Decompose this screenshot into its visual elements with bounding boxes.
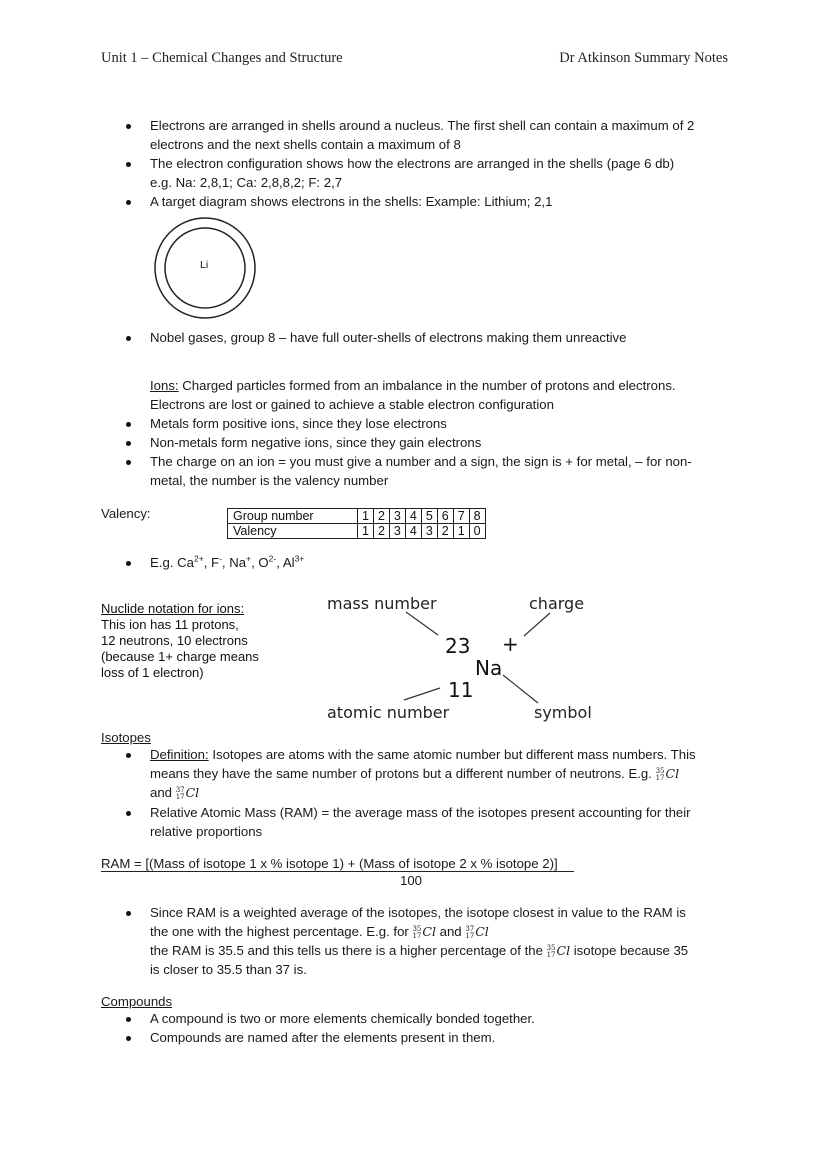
valency-table: [227, 508, 486, 539]
group-number-header: Group number: [228, 509, 358, 524]
group-cell: 2: [373, 509, 389, 524]
bullet-dot: [126, 336, 131, 341]
charge-value: +: [502, 632, 519, 656]
atomic-number-value: 11: [448, 678, 474, 702]
ion-charge-line2: metal, the number is the valency number: [150, 473, 389, 488]
ram-explanation-line2: the one with the highest percentage. E.g. for 35 17Cl and 37 17Cl: [150, 924, 489, 940]
valency-cell: 3: [421, 524, 437, 539]
shell-capacity-line1: Electrons are arranged in shells around a nucleus. The first shell can contain a maximum of 2: [150, 118, 695, 133]
ram-denominator: 100: [400, 873, 423, 888]
cl37-notation: 37 17Cl: [465, 924, 489, 940]
group-cell: 5: [421, 509, 437, 524]
diagram-label-li: Li: [200, 259, 209, 271]
isotope-definition-line1: Definition: Isotopes are atoms with the same atomic number but different mass numbers. This: [150, 747, 696, 762]
bullet-dot: [126, 460, 131, 465]
nuclide-note-line: 12 neutrons, 10 electrons: [101, 633, 248, 648]
target-diagram-text: A target diagram shows electrons in the shells: Example: Lithium; 2,1: [150, 194, 553, 209]
nuclide-note-line: loss of 1 electron): [101, 665, 204, 680]
ion-charge-line1: The charge on an ion = you must give a number and a sign, the sign is + for metal, – for non-: [150, 454, 692, 469]
valency-label: Valency:: [101, 506, 151, 521]
nuclide-heading: Nuclide notation for ions:: [101, 601, 245, 616]
cl35-notation: 35 17Cl: [546, 943, 571, 959]
group-cell: 4: [405, 509, 421, 524]
bullet-dot: [126, 1017, 131, 1022]
atomic-number-label: atomic number: [327, 703, 450, 722]
valency-cell: 3: [389, 524, 405, 539]
valency-cell: 2: [437, 524, 453, 539]
bullet-dot: [126, 561, 131, 566]
bullet-dot: [126, 162, 131, 167]
compounds-heading: Compounds: [101, 994, 173, 1009]
valency-cell: 0: [469, 524, 485, 539]
header-left: Unit 1 – Chemical Changes and Structure: [101, 50, 343, 66]
nuclide-notes: [101, 601, 259, 681]
ions-intro-line1: [150, 376, 676, 395]
ions-intro-line2: Electrons are lost or gained to achieve a stable electron configuration: [150, 397, 554, 412]
group-cell: 7: [453, 509, 469, 524]
noble-gases-text: Nobel gases, group 8 – have full outer-shells of electrons making them unreactive: [150, 330, 627, 345]
group-cell: 3: [389, 509, 405, 524]
compound-naming: Compounds are named after the elements present in them.: [150, 1030, 496, 1045]
valency-cell: 2: [373, 524, 389, 539]
bullet-dot: [126, 124, 131, 129]
compound-definition: A compound is two or more elements chemically bonded together.: [150, 1011, 535, 1026]
nonmetals-ions-text: Non-metals form negative ions, since they gain electrons: [150, 435, 482, 450]
electron-config-line1: The electron configuration shows how the electrons are arranged in the shells (page 6 db): [150, 156, 675, 171]
bullet-dot: [126, 422, 131, 427]
element-symbol: Na: [475, 656, 503, 680]
ram-formula: RAM = [(Mass of isotope 1 x % isotope 1) + (Mass of isotope 2 x % isotope 2)]: [101, 854, 574, 873]
mass-number-value: 23: [445, 634, 471, 658]
nuclide-note-line: This ion has 11 protons,: [101, 617, 239, 632]
ram-definition-line2: relative proportions: [150, 824, 263, 839]
charge-pointer-line: [524, 613, 550, 636]
electron-config-line2: e.g. Na: 2,8,1; Ca: 2,8,8,2; F: 2,7: [150, 175, 343, 190]
table-row-groups: [228, 509, 486, 524]
nuclide-note-line: (because 1+ charge means: [101, 649, 259, 664]
bullet-dot: [126, 1036, 131, 1041]
group-cell: 1: [358, 509, 374, 524]
charge-label: charge: [529, 594, 585, 613]
ion-examples: E.g. $Ca^{2+}$, F-, Na+, $O^{2-}$, $Al^{3+}$: [150, 553, 305, 570]
metals-ions-text: Metals form positive ions, since they lose electrons: [150, 416, 447, 431]
valency-cell: 4: [405, 524, 421, 539]
bullet-dot: [126, 200, 131, 205]
ram-explanation-line1: Since RAM is a weighted average of the isotopes, the isotope closest in value to the RAM is: [150, 905, 686, 920]
ions-heading: Ions:: [150, 378, 179, 393]
bullet-dot: [126, 441, 131, 446]
header-right: Dr Atkinson Summary Notes: [559, 50, 728, 66]
bullet-dot: [126, 811, 131, 816]
bullet-dot: [126, 753, 131, 758]
valency-header: Valency: [228, 524, 358, 539]
valency-cell: 1: [453, 524, 469, 539]
cl37-notation: 37 17Cl: [175, 785, 200, 801]
ram-definition-line1: Relative Atomic Mass (RAM) = the average mass of the isotopes present accounting for their: [150, 805, 691, 820]
cl35-notation: 35 17Cl: [655, 766, 680, 782]
symbol-pointer-line: [503, 675, 538, 703]
isotope-definition-line3: and 37 17Cl: [150, 785, 200, 801]
group-cell: 6: [437, 509, 453, 524]
group-cell: 8: [469, 509, 485, 524]
atomic-pointer-line: [404, 688, 440, 700]
isotope-definition-line2: means they have the same number of protons but a different number of neutrons. E.g. 35 17Cl: [150, 766, 680, 782]
isotopes-heading: Isotopes: [101, 730, 151, 745]
valency-cell: 1: [358, 524, 374, 539]
ram-explanation-line4: is closer to 35.5 than 37 is.: [150, 962, 307, 977]
shell-capacity-line2: electrons and the next shells contain a maximum of 8: [150, 137, 461, 152]
ions-intro-text: Charged particles formed from an imbalance in the number of protons and electrons.: [178, 378, 676, 393]
cl35-notation: 35 17Cl: [412, 924, 436, 940]
mass-number-label: mass number: [327, 594, 437, 613]
ram-explanation-line3: the RAM is 35.5 and this tells us there is a higher percentage of the 35 17Cl isotope because 35: [150, 943, 689, 959]
table-row-valency: [228, 524, 486, 539]
bullet-dot: [126, 911, 131, 916]
mass-pointer-line: [406, 612, 438, 635]
symbol-label: symbol: [534, 703, 592, 722]
